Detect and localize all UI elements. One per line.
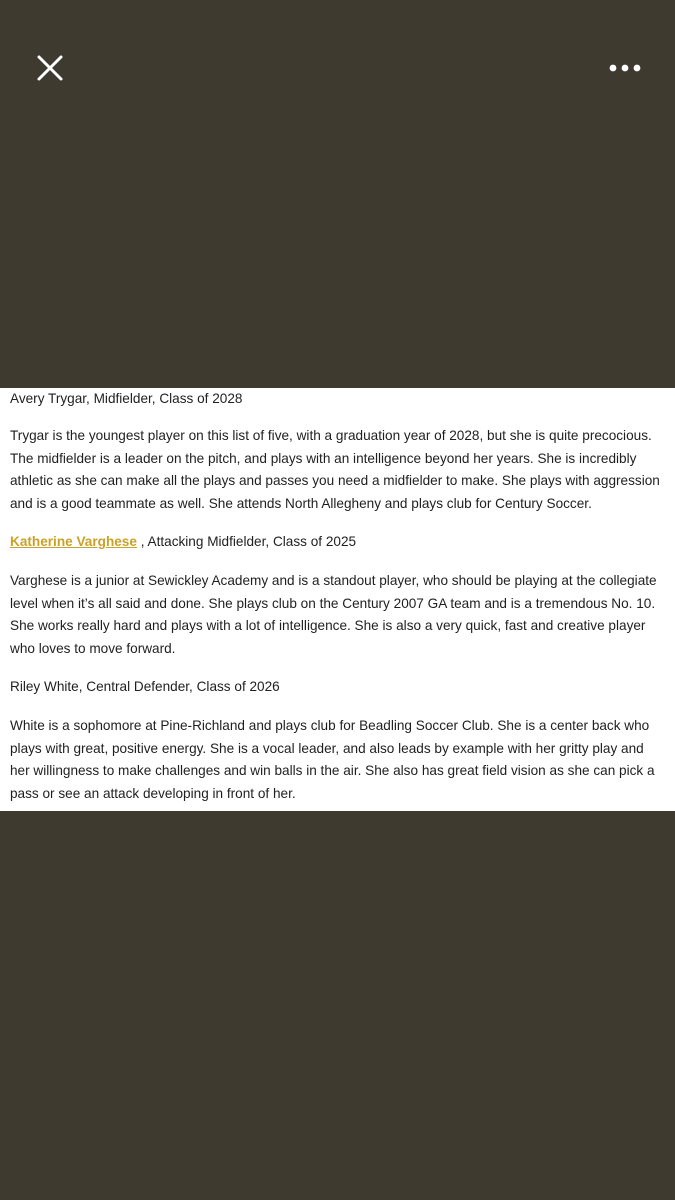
more-options-button[interactable] — [608, 58, 642, 78]
player-description: Varghese is a junior at Sewickley Academy and is a standout player, who should be playing at the collegiate level when it’s all said and done. She plays club on the Century 2007 GA team and is a tremendous No. 10. She works really hard and plays with a lot of intelligence. She is also a very quick, fast and creative player who loves to move forward. — [10, 573, 657, 656]
player-heading-details: , Attacking Midfielder, Class of 2025 — [136, 534, 357, 549]
player-heading — [10, 531, 665, 554]
player-heading: Avery Trygar, Midfielder, Class of 2028 — [10, 391, 243, 406]
player-description: White is a sophomore at Pine-Richland and plays club for Beadling Soccer Club. She is a center back who plays with great, positive energy. She is a vocal leader, and also leads by example with her gritty play and her willingness to make challenges and win balls in the air. She also has great field vision as she can pick a pass or see an attack developing in front of her. — [10, 718, 655, 801]
close-icon — [34, 52, 66, 84]
player-description: Trygar is the youngest player on this list of five, with a graduation year of 2028, but she is quite precocious. The midfielder is a leader on the pitch, and plays with an intelligence beyond her years. She is incredibly athletic as she can make all the plays and passes you need a midfielder to make. She plays with aggression and is a good teammate as well. She attends North Allegheny and plays club for Century Soccer. — [10, 428, 660, 511]
player-name-link[interactable]: Katherine Varghese — [10, 534, 137, 549]
player-heading: Riley White, Central Defender, Class of 2026 — [10, 679, 280, 694]
article-content — [0, 388, 675, 811]
close-button[interactable] — [34, 52, 66, 84]
more-horizontal-icon — [608, 58, 642, 78]
